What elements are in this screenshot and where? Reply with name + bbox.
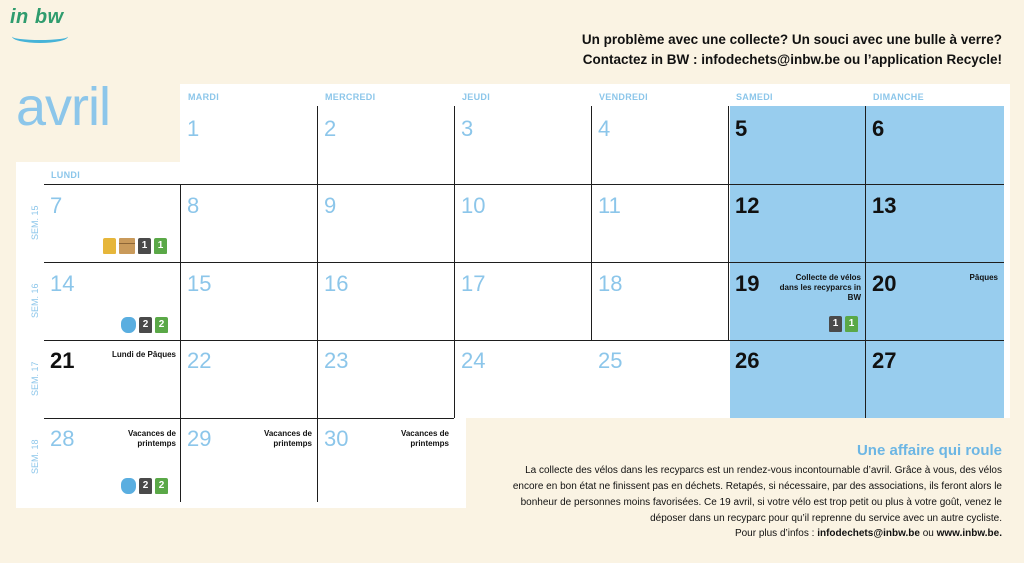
day-number: 2 — [324, 116, 337, 141]
collection-icons-19 — [829, 316, 858, 332]
info-body: La collecte des vélos dans les recyparcs est un rendez-vous incontournable d’avril. Grâce à vous, des vélos encore en bon état ne finissent pas en déchets. Retapés, si nécessaire, par des associations, ils feront alors le bonheur de personnes moins favorisées. Ce 19 avril, si votre vélo est trop petit ou plus à votre goût, venez le déposer dans un recyparc pour qu’il reprenne du service avec un autre cycliste. — [512, 465, 1002, 524]
day-number: 12 — [735, 193, 760, 218]
contact-line-1: Un problème avec une collecte? Un souci avec une bulle à verre? — [581, 32, 1002, 47]
day-number: 7 — [50, 193, 63, 218]
gray-bin-icon: 1 — [138, 238, 151, 254]
info-more-prefix: Pour plus d’infos : — [734, 528, 818, 539]
grid-line — [180, 184, 181, 502]
grid-line — [317, 106, 318, 502]
event-note-28: Vacances de printemps — [127, 429, 176, 448]
day-number: 29 — [187, 426, 212, 451]
blue-bag-icon — [121, 478, 136, 494]
header-dimanche: DIMANCHE — [873, 92, 924, 102]
week-label: SEM. 16 — [30, 283, 40, 318]
green-bin-icon: 2 — [155, 317, 168, 333]
contact-prefix: Contactez in BW : — [582, 52, 702, 67]
day-number: 28 — [50, 426, 75, 451]
logo-arc — [12, 30, 68, 43]
week-label: SEM. 15 — [30, 205, 40, 240]
green-bin-icon: 1 — [154, 238, 167, 254]
logo-text: in bw — [10, 6, 64, 28]
grid-line — [44, 184, 1004, 185]
green-bin-icon: 1 — [845, 316, 858, 332]
day-number: 16 — [324, 271, 349, 296]
day-number: 18 — [598, 271, 623, 296]
header-mardi: MARDI — [188, 92, 219, 102]
inbw-logo — [10, 6, 70, 38]
day-number: 21 — [50, 348, 75, 373]
day-number: 3 — [461, 116, 474, 141]
header-samedi: SAMEDI — [736, 92, 773, 102]
gray-bin-icon: 2 — [139, 478, 152, 494]
day-number: 25 — [598, 348, 623, 373]
header-jeudi: JEUDI — [462, 92, 491, 102]
day-number: 14 — [50, 271, 75, 296]
day-number: 6 — [872, 116, 885, 141]
day-number: 17 — [461, 271, 486, 296]
day-number: 13 — [872, 193, 897, 218]
header-mercredi: MERCREDI — [325, 92, 376, 102]
day-number: 8 — [187, 193, 200, 218]
contact-suffix: ou l’application Recycle! — [839, 52, 1002, 67]
event-note-21: Lundi de Pâques — [111, 350, 176, 359]
grid-line — [591, 106, 592, 340]
day-number: 27 — [872, 348, 897, 373]
event-note-19: Collecte de vélos dans les recyparcs in BW — [779, 273, 861, 302]
month-title: avril — [16, 77, 111, 137]
day-number: 11 — [598, 193, 621, 218]
event-note-29: Vacances de printemps — [263, 429, 312, 448]
info-title: Une affaire qui roule — [856, 442, 1002, 459]
header-lundi: LUNDI — [51, 170, 80, 180]
info-more-mid: ou — [919, 528, 937, 539]
grid-line — [728, 106, 729, 340]
grid-line — [44, 418, 454, 419]
day-number: 30 — [324, 426, 349, 451]
day-number: 5 — [735, 116, 748, 141]
collection-icons-14 — [121, 317, 168, 333]
info-website[interactable]: www.inbw.be. — [936, 528, 1002, 539]
day-number: 23 — [324, 348, 349, 373]
day-number: 20 — [872, 271, 897, 296]
day-number: 4 — [598, 116, 611, 141]
grid-line — [44, 340, 1004, 341]
contact-email[interactable]: infodechets@inbw.be — [701, 52, 840, 67]
info-more — [735, 528, 1002, 539]
week-label: SEM. 18 — [30, 439, 40, 474]
day-number: 22 — [187, 348, 212, 373]
gray-bin-icon: 1 — [829, 316, 842, 332]
green-bin-icon: 2 — [155, 478, 168, 494]
week-label: SEM. 17 — [30, 361, 40, 396]
grid-line — [44, 262, 1004, 263]
day-number: 10 — [461, 193, 486, 218]
day-number: 19 — [735, 271, 760, 296]
day-number: 26 — [735, 348, 760, 373]
day-number: 9 — [324, 193, 337, 218]
event-note-20: Pâques — [969, 273, 998, 282]
collection-icons-28 — [121, 478, 168, 494]
cardboard-box-icon — [119, 238, 135, 254]
contact-line-2 — [582, 50, 1002, 70]
yellow-bin-icon — [103, 238, 116, 254]
contact-header — [582, 30, 1002, 70]
collection-icons-7 — [103, 238, 167, 254]
info-email[interactable]: infodechets@inbw.be — [817, 528, 920, 539]
header-vendredi: VENDREDI — [599, 92, 648, 102]
day-number: 24 — [461, 348, 486, 373]
event-note-30: Vacances de printemps — [400, 429, 449, 448]
blue-bag-icon — [121, 317, 136, 333]
day-number: 15 — [187, 271, 212, 296]
gray-bin-icon: 2 — [139, 317, 152, 333]
day-number: 1 — [187, 116, 200, 141]
